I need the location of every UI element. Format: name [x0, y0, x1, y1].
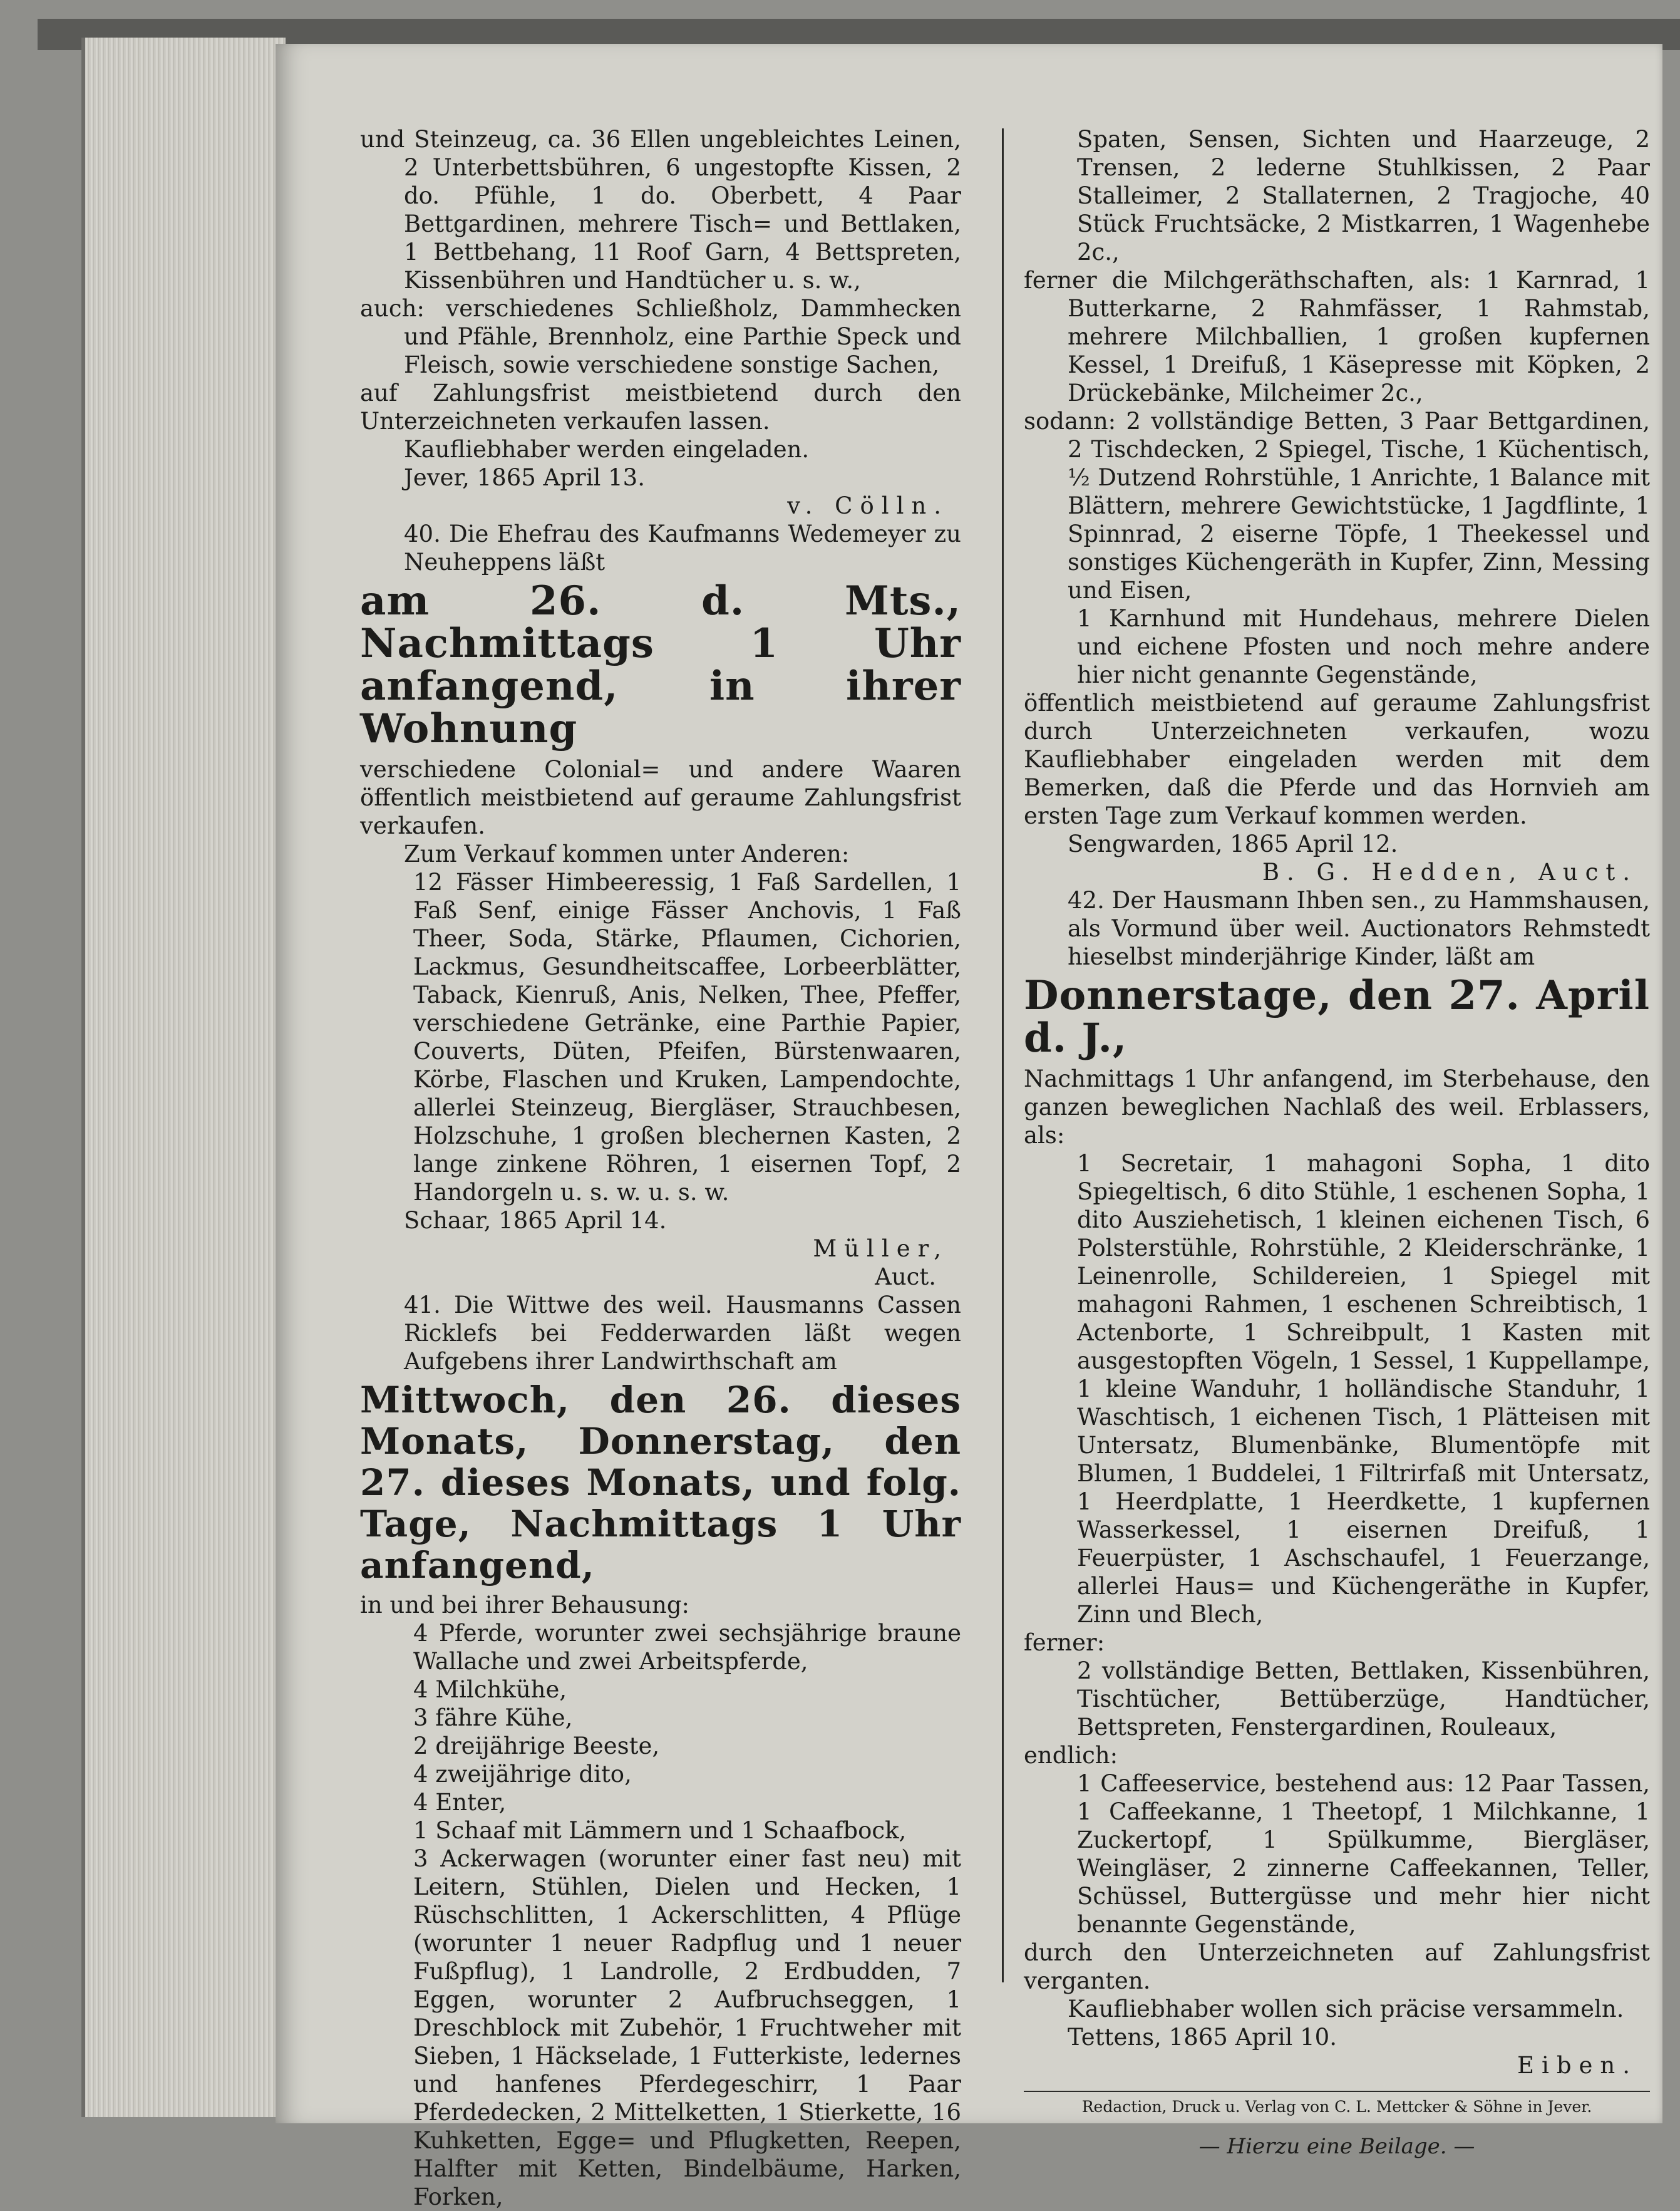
ad42-list-household: 1 Secretair, 1 mahagoni Sopha, 1 dito Spiegeltisch, 6 dito Stühle, 1 eschenen Sopha, 1 dito Ausziehetisch, 1 kleinen eichenen Tisch, 6 Polsterstühle, Rohrstühle, 2 Kleiderschränke, 1 Leinenrolle, Schildereien, 1 Spiegel mit mahagoni Rahmen, 1 eschenen Schreibtisch, 1 Actenborte, 1 Schreibpult, 1 Kasten mit ausgestopften Vögeln, 1 Sessel, 1 Kuppellampe, 1 kleine Wanduhr, 1 holländische Standuhr, 1 Waschtisch, 1 eichenen Tisch, 1 Plätteisen mit Untersatz, Blumenbänke, Blumentöpfe mit Blumen, 1 Buddelei, 1 Filtrirfaß mit Untersatz, 1 Heerdplatte, 1 Heerdkette, 1 kupfernen Wasserkessel, 1 eisernen Dreifuß, 1 Feuerpüster, 1 Aschschaufel, 1 Feuerzange, allerlei Haus= und Küchengeräthe in Kupfer, Zinn und Blech,	[1077, 1150, 1650, 1628]
list-item: 4 Milchkühe,	[413, 1676, 567, 1703]
ad42-ferner: ferner:	[1024, 1629, 1105, 1656]
ad39-place: Jever, 1865 April 13.	[404, 464, 645, 491]
ad42-place: Tettens, 1865 April 10.	[1068, 2024, 1337, 2051]
ad40-list: 12 Fässer Himbeeressig, 1 Faß Sardellen, 1 Faß Senf, einige Fässer Anchovis, 1 Faß Theer, Soda, Stärke, Pflaumen, Cichorien, Lackmus, Gesundheitscaffee, Lorbeerblätter, Taback, Kienruß, Anis, Nelken, Thee, Pfeffer, verschiedene Getränke, eine Parthie Papier, Couverts, Düten, Pfeifen, Bürstenwaaren, Körbe, Flaschen und Kruken, Lampendochte, allerlei Steinzeug, Biergläser, Strauchbesen, Holzschuhe, 1 großen blechernen Kasten, 2 lange zinkene Röhren, 1 eisernen Topf, 2 Handorgeln u. s. w. u. s. w.	[413, 869, 961, 1206]
ad39-invite: Kaufliebhaber werden eingeladen.	[404, 436, 810, 463]
ad40-headline: am 26. d. Mts., Nachmittags 1 Uhr anfangend, in ihrer Wohnung	[360, 577, 961, 752]
ad39-signature: v. Cölln.	[787, 492, 949, 519]
ad42-endlich: endlich:	[1024, 1742, 1118, 1769]
ad42-intro: 42. Der Hausmann Ihben sen., zu Hammshausen, als Vormund über weil. Auctionators Rehmstedt hieselbst minderjährige Kinder, läßt am	[1068, 887, 1650, 970]
left-column	[360, 125, 961, 2211]
ad40-place: Schaar, 1865 April 14.	[404, 1207, 667, 1234]
ad41-signature: B. G. Hedden, Auct.	[1262, 859, 1637, 886]
ad42-terms: durch den Unterzeichneten auf Zahlungsfrist verganten.	[1024, 1939, 1650, 1994]
ad40-text: verschiedene Colonial= und andere Waaren öffentlich meistbietend auf geraume Zahlungsfrist verkaufen.	[360, 756, 961, 839]
ad40-intro: 40. Die Ehefrau des Kaufmanns Wedemeyer zu Neuheppens läßt	[404, 520, 961, 576]
ad42-invite: Kaufliebhaber wollen sich präcise versammeln.	[1068, 1996, 1624, 2022]
list-item: 1 Schaaf mit Lämmern und 1 Schaafbock,	[413, 1817, 907, 1844]
ad42-headline: Donnerstage, den 27. April d. J.,	[1024, 972, 1650, 1062]
ad39-items: und Steinzeug, ca. 36 Ellen ungebleichtes Leinen, 2 Unterbettsbühren, 6 ungestopfte Kissen, 2 do. Pfühle, 1 do. Oberbett, 4 Paar Bettgardinen, mehrere Tisch= und Bettlaken, 1 Bettbehang, 11 Roof Garn, 4 Bettspreten, Kissenbühren und Handtücher u. s. w.,	[360, 126, 961, 294]
column-divider	[1002, 128, 1004, 1982]
list-item: 4 Pferde, worunter zwei sechsjährige braune Wallache und zwei Arbeitspferde,	[413, 1620, 961, 1675]
ad39-auch: auch: verschiedenes Schließholz, Dammhecken und Pfähle, Brennholz, eine Parthie Speck und Fleisch, sowie verschiedene sonstige Sachen,	[360, 295, 961, 378]
imprint-line: Redaction, Druck u. Verlag von C. L. Mettcker & Söhne in Jever.	[1024, 2091, 1650, 2117]
ad42-list-tableware: 1 Caffeeservice, bestehend aus: 12 Paar Tassen, 1 Caffeekanne, 1 Theetopf, 1 Milchkanne, 1 Zuckertopf, 1 Spülkumme, Biergläser, Weingläser, 2 zinnerne Caffeekannen, Teller, Schüssel, Buttergüsse und mehr hier nicht benannte Gegenstände,	[1077, 1770, 1650, 1938]
ad40-signature: Müller,	[813, 1235, 949, 1262]
list-item: 2 dreijährige Beeste,	[413, 1732, 660, 1759]
ad41-dog: 1 Karnhund mit Hundehaus, mehrere Dielen und eichene Pfosten und noch mehre andere hier nicht genannte Gegenstände,	[1077, 605, 1650, 688]
list-item: 3 Ackerwagen (worunter einer fast neu) mit Leitern, Stühlen, Dielen und Hecken, 1 Rüschschlitten, 1 Ackerschlitten, 4 Pflüge (worunter 1 neuer Radpflug und 1 neuer Fußpflug), 1 Landrolle, 2 Erdbudden, 7 Eggen, worunter 2 Aufbruchseggen, 1 Dreschblock mit Zubehör, 1 Fruchtweher mit Sieben, 1 Häckselade, 1 Futterkiste, ledernes und hanfenes Pferdegeschirr, 1 Paar Pferdedecken, 2 Mittelketten, 1 Stierkette, 16 Kuhketten, Egge= und Pflugketten, Reepen, Halfter mit Ketten, Bindelbäume, Harken, Forken,	[413, 1845, 961, 2210]
ad41-furniture: sodann: 2 vollständige Betten, 3 Paar Bettgardinen, 2 Tischdecken, 2 Spiegel, Tische, 1 Küchentisch, ½ Dutzend Rohrstühle, 1 Anrichte, 1 Balance mit Blättern, mehrere Gewichtstücke, 1 Jagdflinte, 1 Spinnrad, 2 eiserne Töpfe, 1 Theekessel und sonstiges Küchengeräth in Kupfer, Zinn, Messing und Eisen,	[1024, 408, 1650, 604]
ad40-signature-title: Auct.	[875, 1263, 936, 1290]
ad41-intro: 41. Die Wittwe des weil. Hausmanns Cassen Ricklefs bei Fedderwarden läßt wegen Aufgebens ihrer Landwirthschaft am	[404, 1292, 961, 1375]
ad41-items	[360, 1619, 961, 2211]
ad41-place: Sengwarden, 1865 April 12.	[1068, 831, 1398, 857]
ad41-location: in und bei ihrer Behausung:	[360, 1592, 690, 1618]
list-item: 3 fähre Kühe,	[413, 1704, 573, 1731]
ad42-list-linen: 2 vollständige Betten, Bettlaken, Kissenbühren, Tischtücher, Bettüberzüge, Handtücher, Bettspreten, Fenstergardinen, Rouleaux,	[1077, 1657, 1650, 1741]
list-item: 4 zweijährige dito,	[413, 1761, 632, 1788]
ad39-terms: auf Zahlungsfrist meistbietend durch den Unterzeichneten verkaufen lassen.	[360, 380, 961, 435]
ad41-continuation: Spaten, Sensen, Sichten und Haarzeuge, 2 Trensen, 2 lederne Stuhlkissen, 2 Paar Stalleimer, 2 Stallaternen, 2 Tragjoche, 40 Stück Fruchtsäcke, 2 Mistkarren, 1 Wagenhebe 2c.,	[1077, 126, 1650, 266]
list-item: 4 Enter,	[413, 1789, 507, 1816]
book-page-edges	[81, 38, 286, 2117]
ad41-milk-equipment: ferner die Milchgeräthschaften, als: 1 Karnrad, 1 Butterkarne, 2 Rahmfässer, 1 Rahmstab, mehrere Milchballien, 1 großen kupfernen Kessel, 1 Dreifuß, 1 Käsepresse mit Köpken, 2 Drückebänke, Milcheimer 2c.,	[1024, 267, 1650, 406]
ad41-terms: öffentlich meistbietend auf geraume Zahlungsfrist durch Unterzeichneten verkaufen, wozu Kaufliebhaber eingeladen werden mit dem Bemerken, daß die Pferde und das Hornvieh am ersten Tage zum Verkauf kommen werden.	[1024, 690, 1650, 829]
ad42-signature: Eiben.	[1517, 2052, 1637, 2079]
right-column	[1024, 125, 1650, 2182]
ad40-list-intro: Zum Verkauf kommen unter Anderen:	[404, 841, 850, 867]
ad41-headline: Mittwoch, den 26. dieses Monats, Donnerstag, den 27. dieses Monats, und folg. Tage, Nachmittags 1 Uhr anfangend,	[360, 1379, 961, 1587]
supplement-notice: — Hierzu eine Beilage. —	[1198, 2134, 1475, 2159]
ad42-text: Nachmittags 1 Uhr anfangend, im Sterbehause, den ganzen beweglichen Nachlaß des weil. Erblassers, als:	[1024, 1065, 1650, 1149]
